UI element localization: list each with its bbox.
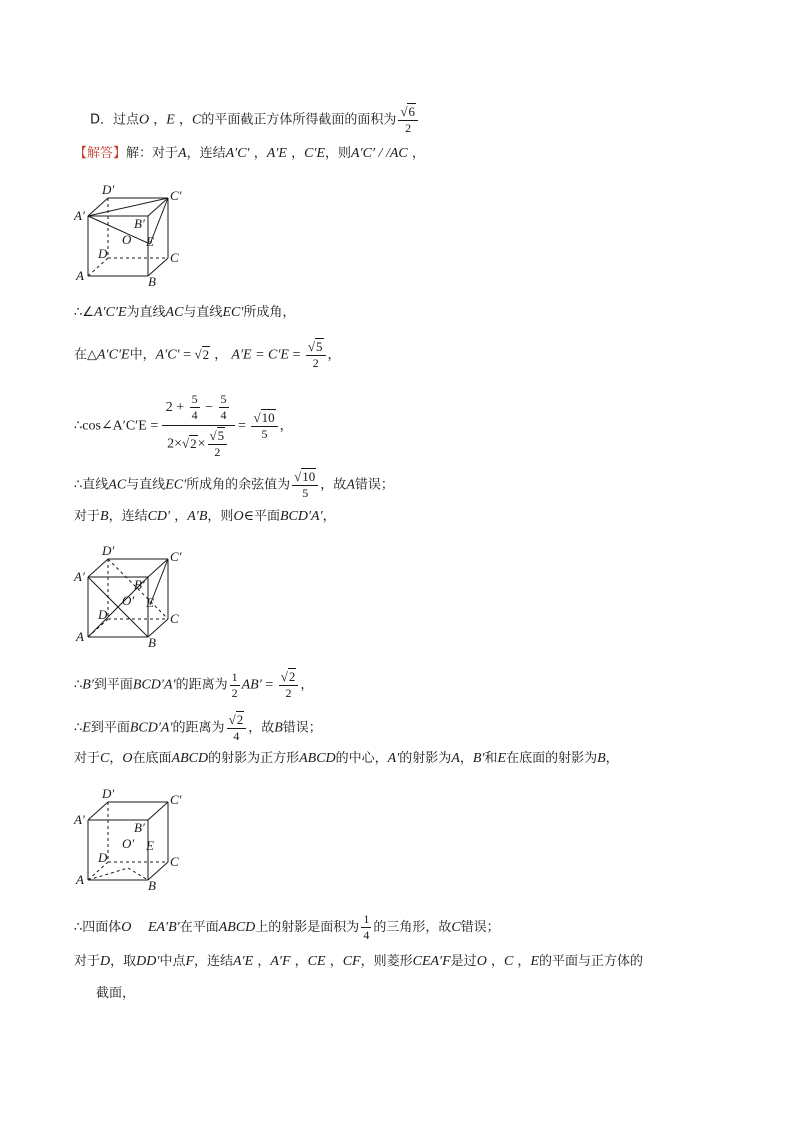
label-b: B — [148, 635, 156, 650]
line-cosine: ∴cos∠A′C′E = 2 + $\frac{5}{4}$ − $\frac{5}{4}$ 2×√2× $\frac{√5}{2}$ = $\frac{√10}{5}$ ， — [74, 392, 293, 459]
label-b: B — [148, 274, 156, 289]
label-a: A — [76, 268, 84, 283]
label-b-prime: B′ — [134, 820, 145, 835]
label-c-prime: C′ — [170, 549, 182, 564]
label-a: A — [76, 629, 84, 644]
label-a-prime: A′ — [74, 812, 85, 827]
label-a: A — [76, 872, 84, 887]
label-c-prime: C′ — [170, 188, 182, 203]
option-d: D．过点O ，E ，C的平面截正方体所得截面的面积为 $\frac{√6}{2}$ — [90, 104, 420, 136]
cosine-fraction: 2 + $\frac{5}{4}$ − $\frac{5}{4}$ 2×√2× $\frac{√5}{2}$ — [162, 392, 235, 460]
line-distance-b: ∴B′到平面BCD′A′的距离为 $\frac{1}{2}$ AB′ = $\frac{√2}{2}$ ， — [74, 669, 314, 700]
label-e: E — [146, 595, 154, 610]
label-c: C — [170, 611, 179, 626]
label-c: C — [170, 250, 179, 265]
line-angle: ∴∠A′C′E为直线AC与直线EC′所成角， — [74, 305, 296, 320]
label-d: D — [98, 850, 108, 865]
label-e: E — [146, 838, 154, 853]
label-d-prime: D′ — [102, 182, 115, 197]
cube-figure-3 — [70, 786, 200, 893]
line-option-d-answer: 对于D，取DD′中点F，连结A′E ，A′F ，CE ，CF，则菱形CEA′F是过O ，C ，E的平面与正方体的 — [74, 954, 644, 969]
answer-tag: 【解答】 — [74, 146, 127, 161]
line-option-c: 对于C，O在底面ABCD的射影为正方形ABCD的中心，A′的射影为A，B′和E在底面的射影为B， — [74, 751, 619, 766]
label-o-prime: O′ — [122, 836, 135, 851]
sqrt6-over-2: $\frac{√6}{2}$ — [398, 104, 418, 136]
label-d: D — [98, 607, 108, 622]
answer-heading: 【解答】解：对于A，连结A′C′ ，A′E ，C′E，则A′C′ / /AC ， — [74, 146, 425, 161]
label-o-prime: O′ — [122, 593, 135, 608]
line-conclusion-a: ∴直线AC与直线EC′所成角的余弦值为 $\frac{√10}{5}$ ，故A错误； — [74, 469, 394, 500]
label-d-prime: D′ — [102, 543, 115, 558]
cube-figure-1 — [70, 182, 200, 289]
line-section: 截面， — [96, 986, 136, 1001]
label-b: B — [148, 878, 156, 893]
label-c-prime: C′ — [170, 792, 182, 807]
cube-figure-2 — [70, 543, 200, 650]
label-a-prime: A′ — [74, 569, 85, 584]
label-b-prime: B′ — [134, 577, 145, 592]
line-distance-e: ∴E到平面BCD′A′的距离为 $\frac{√2}{4}$ ，故B错误； — [74, 712, 322, 743]
label-b-prime: B′ — [134, 216, 145, 231]
line-tetrahedron: ∴四面体O EA′B′在平面ABCD上的射影是面积为 $\frac{1}{4}$ 的三角形，故C错误； — [74, 912, 500, 942]
label-c: C — [170, 854, 179, 869]
label-d-prime: D′ — [102, 786, 115, 801]
line-option-b: 对于B，连结CD′ ，A′B，则O∈平面BCD′A′， — [74, 509, 336, 524]
label-e: E — [146, 234, 154, 249]
line-triangle: 在△A′C′E中，A′C′ = √2 ， A′E = C′E = $\frac{√5}{2}$ ， — [74, 339, 341, 370]
label-a-prime: A′ — [74, 208, 85, 223]
label-d: D — [98, 246, 108, 261]
label-o: O — [122, 232, 132, 247]
